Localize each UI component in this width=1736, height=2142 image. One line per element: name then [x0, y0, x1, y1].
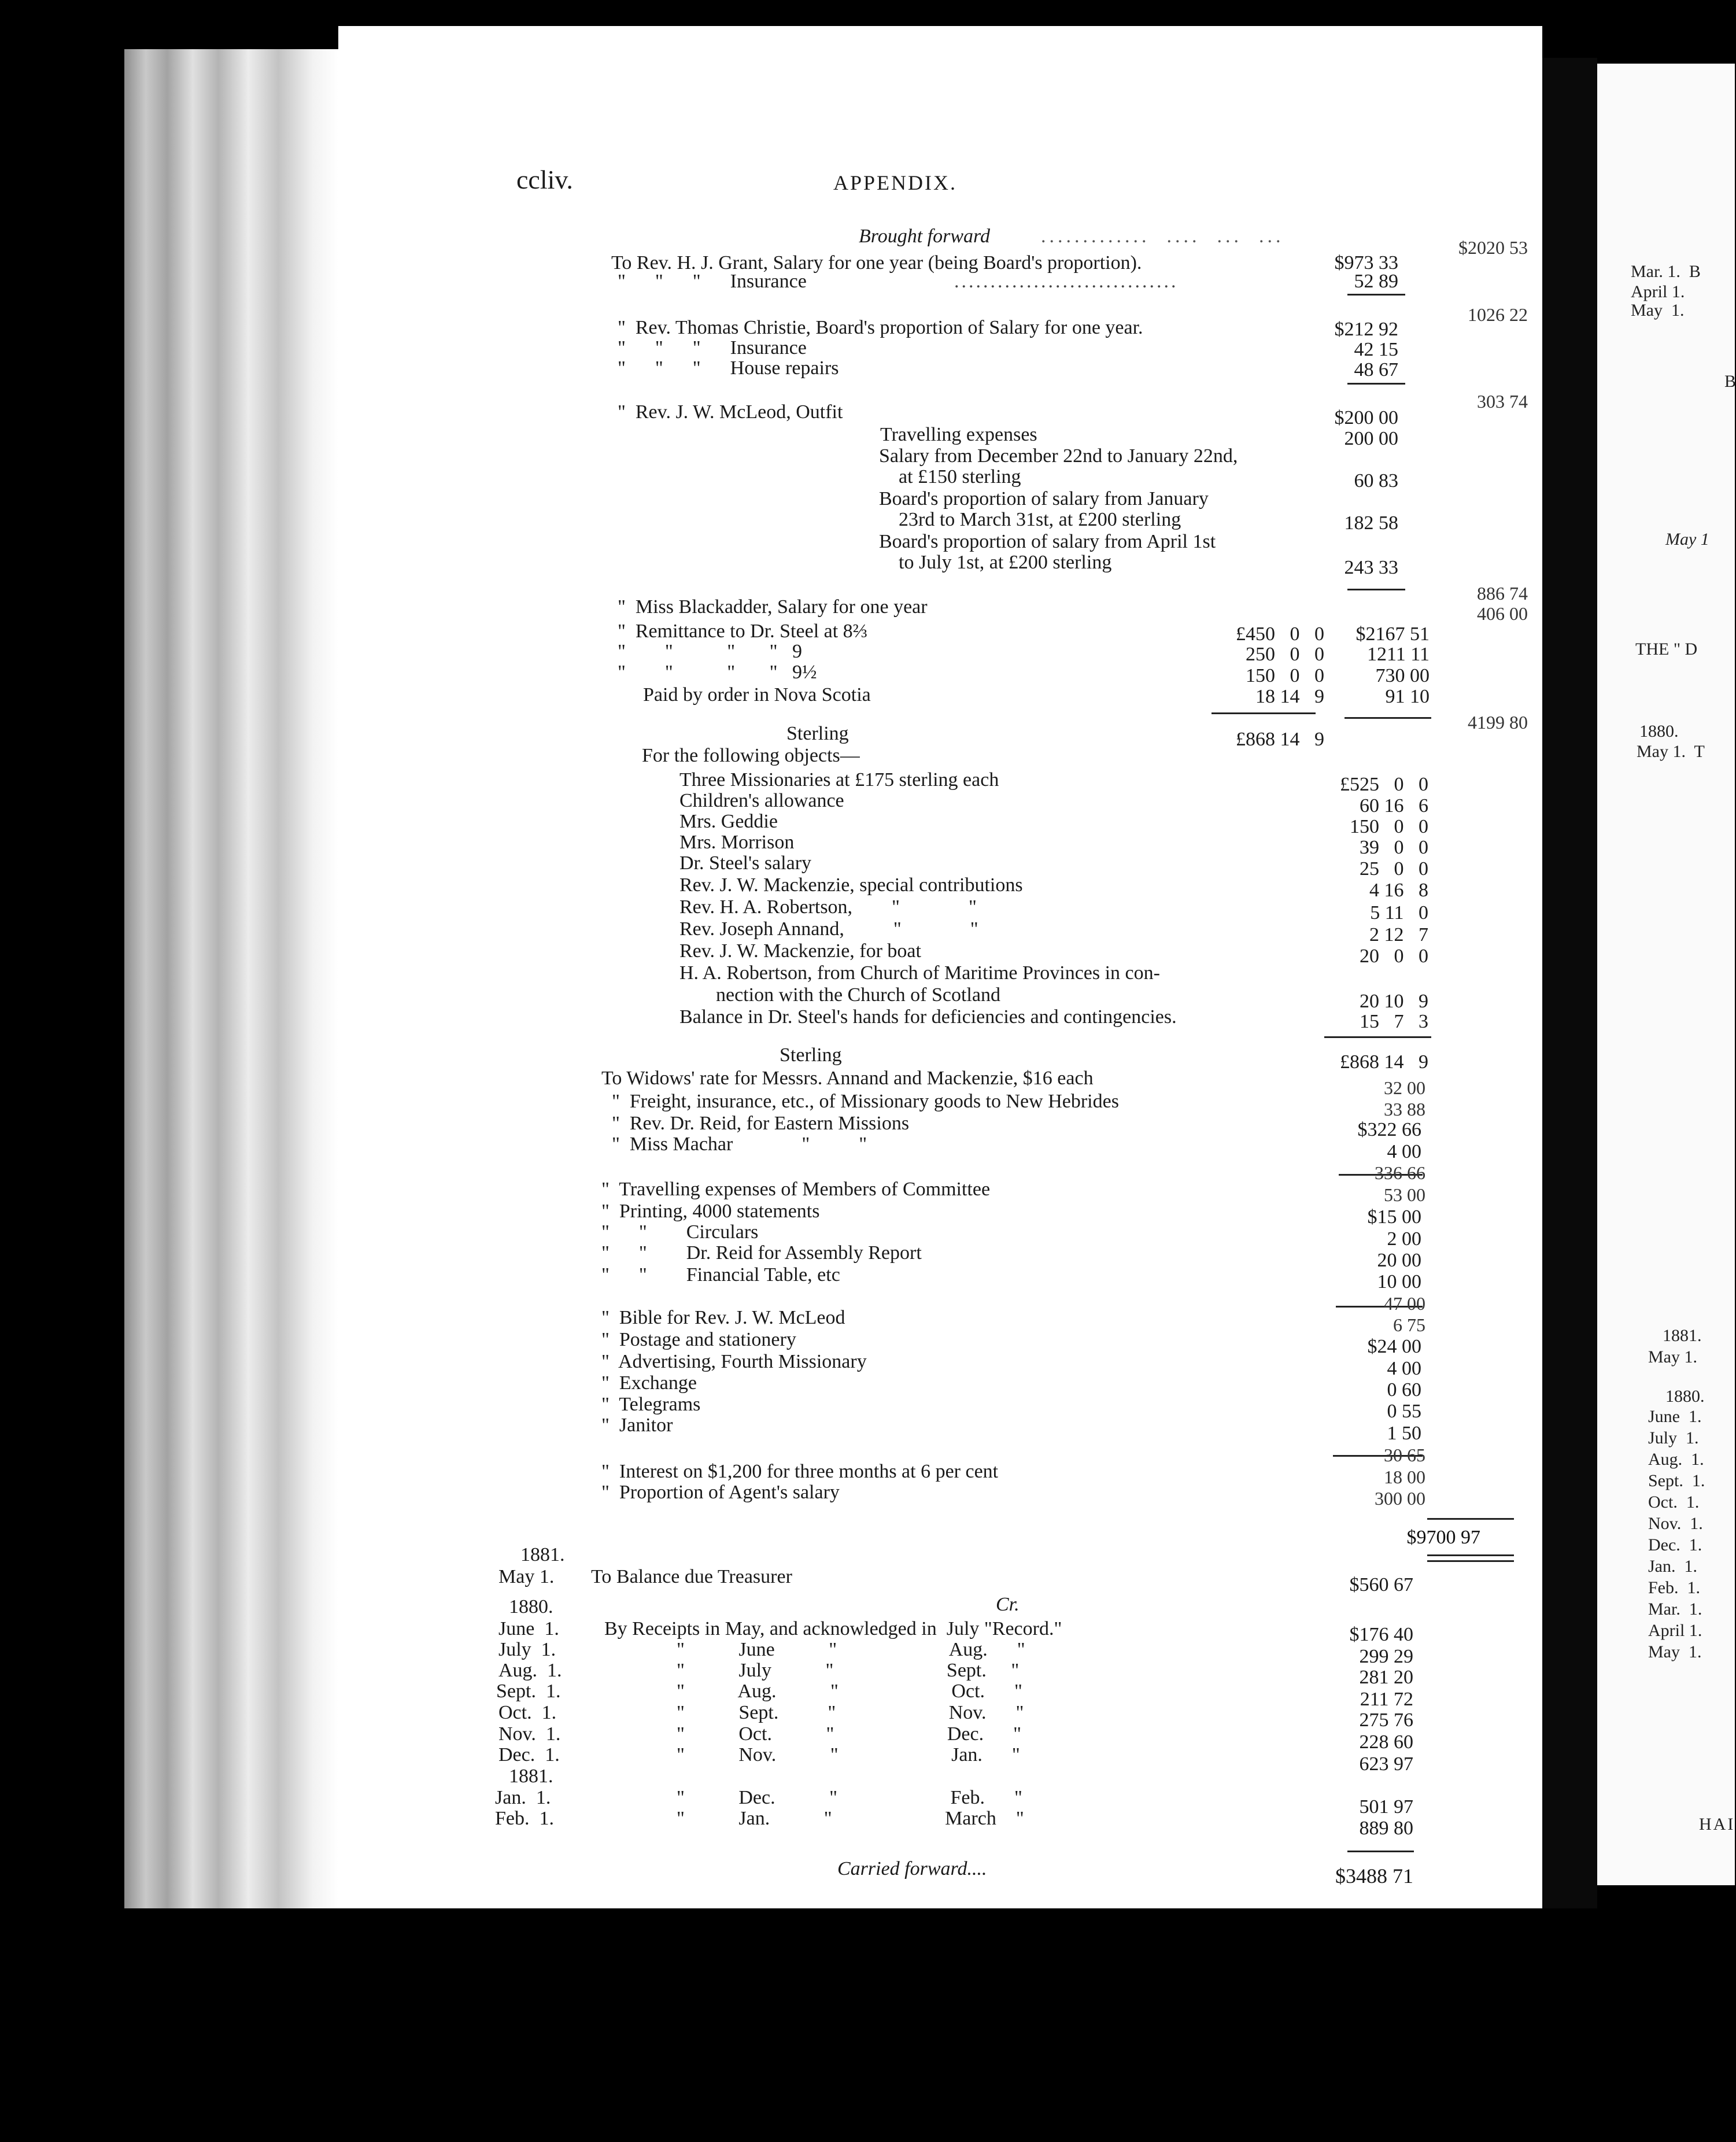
remittance-dollars: 1211 11: [1367, 644, 1430, 665]
object-row: Rev. J. W. Mackenzie, special contributions: [679, 874, 1023, 896]
receipt-line: " Oct. " Dec. ": [677, 1723, 1021, 1745]
printing-row: " Printing, 4000 statements: [601, 1201, 820, 1222]
object-row: nection with the Church of Scotland: [716, 984, 1000, 1006]
receipt-value: $176 40: [1349, 1624, 1413, 1645]
receipt-value: 228 60: [1359, 1731, 1413, 1753]
object-value: 4 16 8: [1369, 880, 1428, 901]
agent-total: 300 00: [1375, 1488, 1425, 1509]
facing-page-date: Nov. 1.: [1648, 1514, 1703, 1533]
object-value: 5 11 0: [1370, 902, 1428, 924]
book-page-edges: [124, 49, 338, 1908]
blackadder-line: " Miss Blackadder, Salary for one year: [618, 596, 928, 618]
postage-value: 4 00: [1387, 1358, 1421, 1379]
receipt-value: 275 76: [1359, 1709, 1413, 1731]
mcleod-line-4b: 23rd to March 31st, at £200 sterling: [899, 509, 1181, 530]
mcleod-line-2: Travelling expenses: [880, 424, 1037, 445]
double-rule-top: [1427, 1554, 1514, 1556]
postage-total: 30 65: [1384, 1445, 1425, 1465]
facing-page-date: April 1.: [1648, 1621, 1702, 1640]
grant-value-2: 52 89: [1354, 271, 1398, 292]
receipt-line: " Dec. " Feb. ": [677, 1787, 1022, 1808]
receipt-value: 623 97: [1359, 1753, 1413, 1775]
balance-year: 1881.: [520, 1544, 565, 1565]
object-row: H. A. Robertson, from Church of Maritime Provinces in con-: [679, 962, 1160, 984]
christie-value-3: 48 67: [1354, 359, 1398, 381]
facing-page-text: May 1.: [1631, 301, 1685, 320]
grant-line-1: To Rev. H. J. Grant, Salary for one year (being Board's proportion).: [611, 252, 1142, 274]
receipt-date: Aug. 1.: [498, 1660, 562, 1681]
rule: [1324, 1036, 1431, 1038]
mcleod-line-5a: Board's proportion of salary from April 1st: [879, 531, 1216, 552]
rule: [1427, 1518, 1514, 1520]
receipt-date: Nov. 1.: [498, 1723, 561, 1745]
postage-row: " Advertising, Fourth Missionary: [601, 1351, 867, 1372]
receipt-line: " July " Sept. ": [677, 1660, 1020, 1681]
receipt-date: Feb. 1.: [495, 1808, 554, 1829]
grant-total: 1026 22: [1468, 304, 1528, 325]
receipt-date: Sept. 1.: [496, 1681, 561, 1702]
facing-page-text: HAI: [1699, 1815, 1735, 1834]
object-value: 60 16 6: [1360, 795, 1428, 817]
mcleod-value-3: 60 83: [1354, 470, 1398, 492]
receipt-line: " June " Aug. ": [677, 1639, 1025, 1660]
remittance-pounds: 18 14 9: [1255, 686, 1324, 707]
object-value: 15 7 3: [1360, 1011, 1428, 1032]
travel-total: 53 00: [1384, 1184, 1425, 1205]
balance-label: To Balance due Treasurer: [591, 1566, 792, 1587]
rule: [1347, 294, 1405, 296]
mcleod-total: 886 74: [1477, 583, 1528, 604]
postage-row: " Exchange: [601, 1372, 697, 1394]
rule: [1345, 717, 1431, 719]
credit-heading: Cr.: [996, 1594, 1020, 1615]
grant-line-2: " " " Insurance: [618, 271, 807, 292]
page-number: ccliv.: [516, 165, 573, 194]
remittance-pounds: 150 0 0: [1246, 665, 1324, 686]
facing-page-text: 1881.: [1663, 1326, 1702, 1345]
credit-year: 1880.: [509, 1596, 553, 1617]
brought-forward-label: Brought forward: [859, 226, 991, 247]
object-value: 2 12 7: [1369, 924, 1428, 946]
christie-line-2: " " " Insurance: [618, 337, 807, 359]
object-row: Mrs. Morrison: [679, 832, 795, 853]
receipt-line: " Jan. " March ": [677, 1808, 1024, 1829]
mcleod-value-2: 200 00: [1344, 428, 1398, 449]
object-row: Rev. Joseph Annand, " ": [679, 918, 978, 940]
grand-total: $9700 97: [1406, 1527, 1480, 1548]
facing-page-text: 1880.: [1665, 1387, 1705, 1406]
object-row: Three Missionaries at £175 sterling each: [679, 769, 999, 791]
object-row: Rev. H. A. Robertson, " ": [679, 896, 977, 918]
object-value: 150 0 0: [1350, 816, 1428, 837]
carried-forward-value: $3488 71: [1335, 1864, 1413, 1888]
printing-row: " " Circulars: [601, 1221, 759, 1243]
remittance-total: 4199 80: [1468, 712, 1528, 733]
christie-line-3: " " " House repairs: [618, 357, 839, 379]
rule: [1347, 589, 1405, 590]
miss-machar-line: " Miss Machar " ": [612, 1133, 867, 1155]
credit-year: 1881.: [509, 1766, 553, 1787]
misc-subtotal: 336 66: [1375, 1162, 1425, 1183]
facing-page-date: July 1.: [1648, 1428, 1699, 1447]
printing-value: $15 00: [1367, 1206, 1421, 1228]
printing-value: 2 00: [1387, 1228, 1421, 1250]
facing-page-text: May 1.: [1648, 1347, 1697, 1367]
postage-row: " Postage and stationery: [601, 1329, 796, 1350]
object-row: Balance in Dr. Steel's hands for deficiencies and contingencies.: [679, 1006, 1177, 1028]
receipt-date: June 1.: [498, 1618, 559, 1639]
rule: [1211, 712, 1316, 714]
christie-value-1: $212 92: [1334, 319, 1398, 340]
receipt-line: " Aug. " Oct. ": [677, 1681, 1022, 1702]
postage-value: $24 00: [1367, 1336, 1421, 1357]
printing-value: 20 00: [1377, 1250, 1421, 1271]
bible-total: 6 75: [1393, 1314, 1425, 1335]
remittance-row: " " " " 9½: [618, 662, 817, 683]
facing-page-date: Jan. 1.: [1648, 1557, 1697, 1576]
christie-total: 303 74: [1477, 391, 1528, 412]
facing-page-date: Oct. 1.: [1648, 1493, 1700, 1512]
facing-page-text: May 1: [1665, 530, 1709, 549]
objects-heading: For the following objects—: [642, 745, 860, 766]
postage-row: " Telegrams: [601, 1394, 701, 1415]
travel-line: " Travelling expenses of Members of Committee: [601, 1179, 991, 1200]
freight-total: 33 88: [1384, 1099, 1425, 1120]
bible-line: " Bible for Rev. J. W. McLeod: [601, 1307, 845, 1328]
object-value: 20 10 9: [1360, 991, 1428, 1012]
object-value: £525 0 0: [1340, 774, 1428, 795]
facing-page-text: April 1.: [1631, 282, 1685, 301]
mcleod-value-5: 243 33: [1344, 557, 1398, 578]
facing-page-date: May 1.: [1648, 1642, 1702, 1661]
facing-page-date: Dec. 1.: [1648, 1535, 1702, 1554]
mcleod-value-4: 182 58: [1344, 512, 1398, 534]
widows-rate-line: To Widows' rate for Messrs. Annand and Mackenzie, $16 each: [601, 1068, 1094, 1089]
receipt-date: Oct. 1.: [498, 1702, 557, 1723]
page-title: APPENDIX.: [833, 171, 958, 194]
double-rule-bottom: [1427, 1560, 1514, 1562]
object-value: 20 0 0: [1360, 946, 1428, 967]
receipt-date: Dec. 1.: [498, 1744, 560, 1766]
facing-page-text: 1880.: [1639, 722, 1679, 741]
remittance-dollars: 730 00: [1375, 665, 1430, 686]
receipt-line: By Receipts in May, and acknowledged in July "Record.": [604, 1618, 1062, 1639]
christie-value-2: 42 15: [1354, 339, 1398, 360]
sterling-value: £868 14 9: [1340, 1051, 1428, 1073]
facing-page-text: Mar. 1. B: [1631, 262, 1701, 281]
facing-page-date: Sept. 1.: [1648, 1471, 1705, 1490]
mcleod-line-5b: to July 1st, at £200 sterling: [899, 552, 1112, 573]
remittance-row: " " " " 9: [618, 641, 803, 662]
dr-reid-line: " Rev. Dr. Reid, for Eastern Missions: [612, 1113, 910, 1134]
printing-total: 47 00: [1384, 1293, 1425, 1314]
book-gutter: [1542, 58, 1597, 1908]
facing-page-date: June 1.: [1648, 1407, 1702, 1426]
facing-page-date: Feb. 1.: [1648, 1578, 1700, 1597]
rule: [1347, 383, 1405, 385]
receipt-line: " Nov. " Jan. ": [677, 1744, 1020, 1766]
receipt-value: 211 72: [1360, 1689, 1413, 1710]
grant-value-1: $973 33: [1334, 252, 1398, 274]
christie-line-1: " Rev. Thomas Christie, Board's proportion of Salary for one year.: [618, 317, 1143, 338]
object-row: Dr. Steel's salary: [679, 852, 812, 874]
printing-value: 10 00: [1377, 1271, 1421, 1292]
brought-forward-total: $2020 53: [1458, 237, 1528, 258]
facing-page-text: THE " D: [1635, 640, 1698, 659]
remittance-dollars: $2167 51: [1355, 623, 1430, 645]
receipt-date: July 1.: [498, 1639, 556, 1660]
printing-row: " " Dr. Reid for Assembly Report: [601, 1242, 922, 1264]
dot-leader: ............. .... ... ...: [1041, 226, 1284, 247]
facing-page-date: Mar. 1.: [1648, 1600, 1702, 1619]
remittance-dollars: 91 10: [1385, 686, 1430, 707]
facing-page-text: May 1. T: [1637, 742, 1705, 761]
interest-line: " Interest on $1,200 for three months at 6 per cent: [601, 1461, 999, 1482]
object-row: Rev. J. W. Mackenzie, for boat: [679, 940, 921, 962]
receipt-value: 889 80: [1359, 1818, 1413, 1839]
balance-date: May 1.: [498, 1566, 555, 1587]
printing-row: " " Financial Table, etc: [601, 1264, 840, 1286]
blackadder-total: 406 00: [1477, 603, 1528, 624]
mcleod-line-3a: Salary from December 22nd to January 22nd,: [879, 445, 1238, 467]
remittance-pounds: 250 0 0: [1246, 644, 1324, 665]
mcleod-line-3b: at £150 sterling: [899, 466, 1021, 488]
sterling-label: Sterling: [780, 1044, 842, 1066]
object-row: Children's allowance: [679, 790, 844, 811]
postage-value: 0 60: [1387, 1379, 1421, 1401]
receipt-line: " Sept. " Nov. ": [677, 1702, 1024, 1723]
facing-page-text: B: [1724, 372, 1736, 391]
carried-forward-label: Carried forward....: [837, 1858, 987, 1879]
object-value: 39 0 0: [1360, 837, 1428, 858]
balance-value: $560 67: [1349, 1574, 1413, 1596]
freight-line: " Freight, insurance, etc., of Missionary goods to New Hebrides: [612, 1091, 1119, 1112]
postage-row: " Janitor: [601, 1415, 673, 1436]
dot-leader: ...............................: [954, 271, 1179, 292]
mcleod-value-1: $200 00: [1334, 407, 1398, 429]
facing-page-date: Aug. 1.: [1648, 1450, 1704, 1469]
postage-value: 1 50: [1387, 1423, 1421, 1444]
receipt-value: 501 97: [1359, 1796, 1413, 1818]
rule: [1347, 1851, 1414, 1852]
dr-reid-value: $322 66: [1357, 1119, 1421, 1140]
sterling-label: Sterling: [786, 723, 849, 744]
widows-rate-total: 32 00: [1384, 1077, 1425, 1098]
receipt-value: 281 20: [1359, 1667, 1413, 1688]
receipt-date: Jan. 1.: [495, 1787, 551, 1808]
object-row: Mrs. Geddie: [679, 811, 778, 832]
remittance-row: Paid by order in Nova Scotia: [643, 684, 871, 706]
mcleod-line-4a: Board's proportion of salary from January: [879, 488, 1209, 509]
remittance-pounds: £450 0 0: [1236, 623, 1324, 645]
agent-line: " Proportion of Agent's salary: [601, 1482, 840, 1503]
interest-total: 18 00: [1384, 1467, 1425, 1487]
sterling-value: £868 14 9: [1236, 729, 1324, 750]
postage-value: 0 55: [1387, 1401, 1421, 1422]
miss-machar-value: 4 00: [1387, 1141, 1421, 1162]
remittance-row: " Remittance to Dr. Steel at 8⅔: [618, 621, 868, 642]
receipt-value: 299 29: [1359, 1646, 1413, 1667]
mcleod-line-1: " Rev. J. W. McLeod, Outfit: [618, 401, 843, 423]
object-value: 25 0 0: [1360, 858, 1428, 880]
